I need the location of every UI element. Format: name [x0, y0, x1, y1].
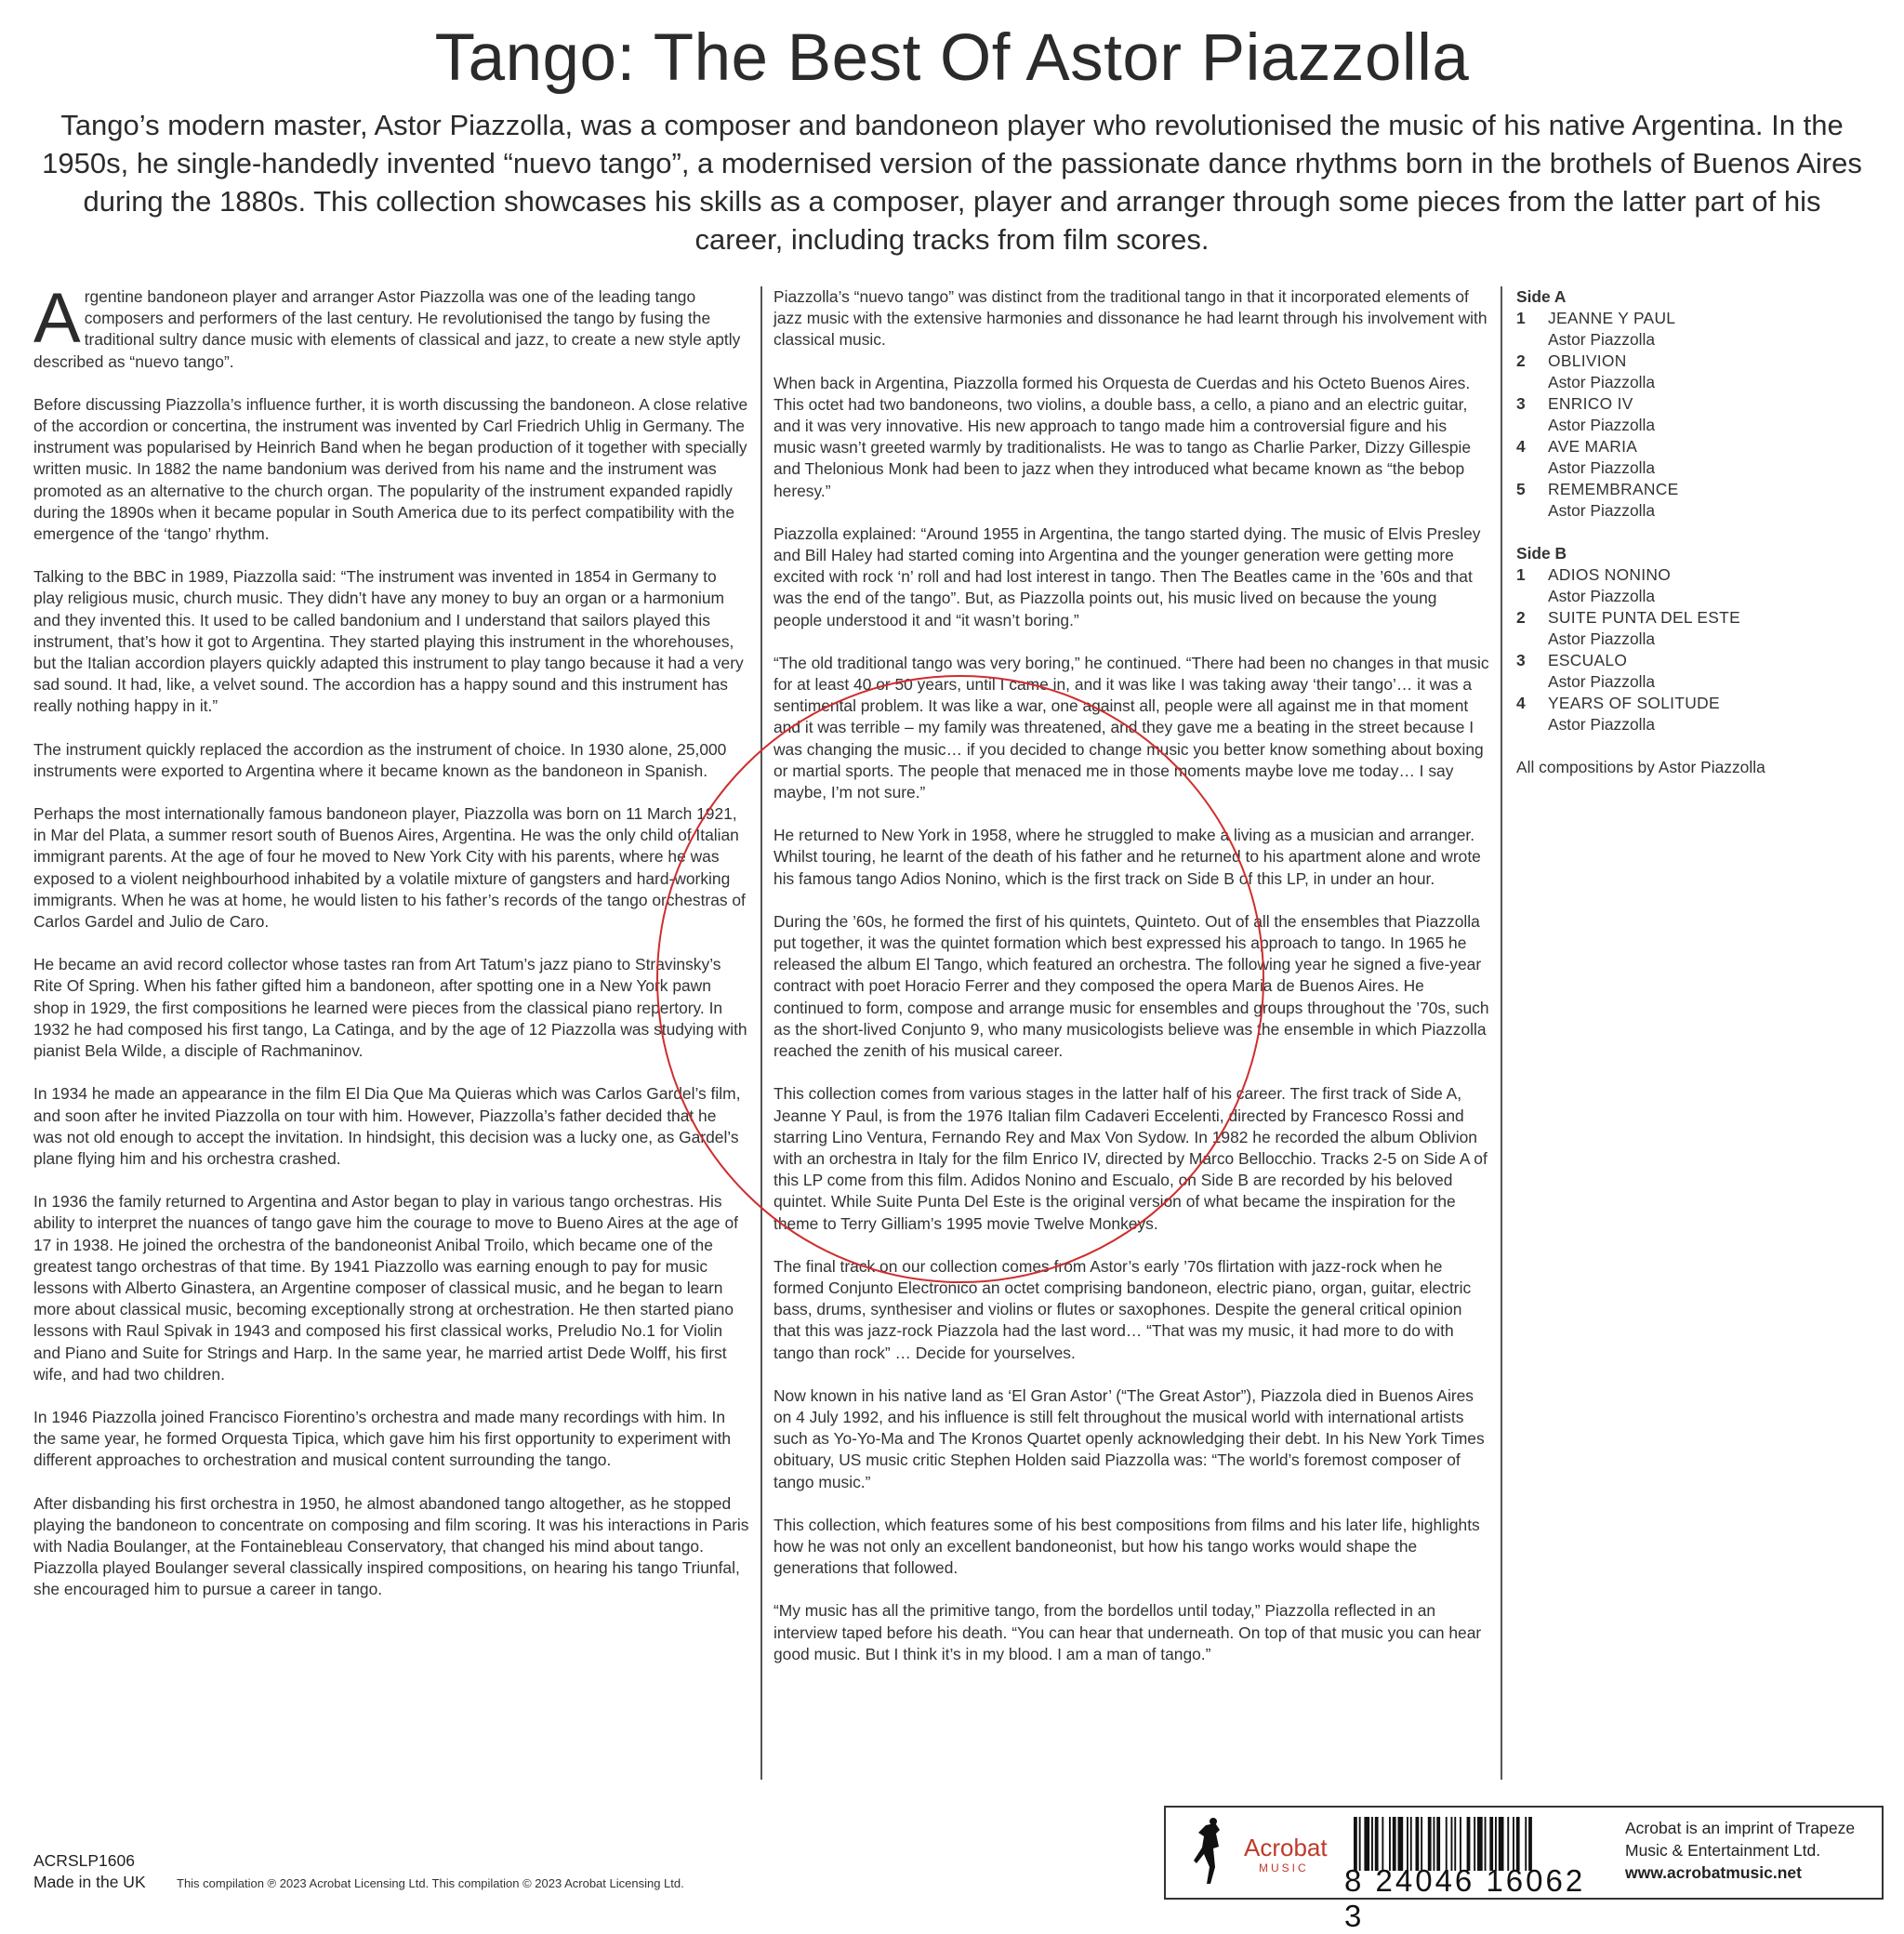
intro-paragraph: Tango’s modern master, Astor Piazzolla, was a composer and bandoneon player who revolutionised the music of his native Argentina. In the 1950s, he single-handedly invented “nuevo tango”, a modernised version of the passionate dance rhythms born in the brothels of Buenos Aires during the 1880s. This collection showcases his skills as a composer, player and arranger through some pieces from the latter part of his career, including tracks from film scores. [42, 109, 1862, 256]
paragraph: Piazzolla explained: “Around 1955 in Argentina, the tango started dying. The music of Elvis Presley and Bill Haley had started coming into Argentina and the younger generation were getting more excited with rock ‘n’ roll and had lost interest in tango. Then The Beatles came in the ’60s and that was the end of the tango”. But, as Piazzolla points out, his music lived on because the young people understood it and “it wasn’t boring.” [774, 523, 1481, 629]
track-composer: Astor Piazzolla [1548, 587, 1656, 605]
made-in: Made in the UK [33, 1873, 146, 1891]
track-composer: Astor Piazzolla [1548, 373, 1656, 391]
tracklist [1516, 286, 1870, 794]
catalog-info [33, 1850, 146, 1893]
paragraph: During the ’60s, he formed the first of his quintets, Quinteto. Out of all the ensembles that Piazzolla put together, it was the quintet formation which best expressed his approach to tango. In 1965 he released the album El Tango, which featured an orchestra. The following year he signed a five-year contract with poet Horacio Ferrer and they composed the opera Maria de Buenos Aires. He continued to form, compose and arrange music for ensembles and groups throughout the ’70s, such as the short-lived Conjunto 9, who many musicologists believe was the ensemble in which Piazzolla reached the zenith of his musical career. [774, 911, 1489, 1061]
website-link[interactable]: www.acrobatmusic.net [1625, 1863, 1802, 1882]
column-divider [1501, 286, 1502, 1780]
track-item [1516, 436, 1870, 479]
paragraph: “The old traditional tango was very boring,” he continued. “There had been no changes in that music for at least 40 or 50 years, until I came in, and it was like I was taking away ‘their tango’… it was a sentimental problem. It was like a war, one against all, people were all against me in that moment and it was terrible – my family was threatened, and they gave me a beating in the street because I was changing the music… if you decided to change music you better know something about boxing or martial sports. The people that menaced me in those moments maybe love me today… I say maybe, I’m not sure.” [774, 653, 1489, 802]
catalog-number: ACRSLP1606 [33, 1851, 135, 1870]
imprint-text: Acrobat is an imprint of Trapeze Music & Entertainment Ltd. [1625, 1819, 1856, 1860]
track-item [1516, 308, 1870, 351]
paragraph: Argentine bandoneon player and arranger Astor Piazzolla was one of the leading tango composers and performers of the last century. He revolutionised the tango by fusing the traditional sultry dance music with elements of classical and jazz, to create a new style aptly described as “nuevo tango”. [33, 279, 741, 371]
liner-notes-column-2 [774, 286, 1489, 1687]
track-title: ADIOS NONINO [1548, 565, 1672, 584]
track-number: 1 [1516, 309, 1526, 327]
track-title: ESCUALO [1548, 651, 1628, 669]
track-composer: Astor Piazzolla [1548, 629, 1656, 648]
track-number: 4 [1516, 437, 1526, 456]
track-number: 3 [1516, 651, 1526, 669]
paragraph: The final track on our collection comes from Astor’s early ’70s flirtation with jazz-rock when he formed Conjunto Electronico an octet comprising bandoneon, electric piano, organ, guitar, electric bass, drums, synthesiser and violins or flutes or saxophones. Despite the general critical opinion that this was jazz-rock Piazzola had the last word… “That was my music, it had more to do with tango than rock” … Decide for yourselves. [774, 1256, 1472, 1362]
track-number: 3 [1516, 394, 1526, 413]
track-title: REMEMBRANCE [1548, 480, 1679, 498]
paragraph: This collection comes from various stages in the latter half of his career. The first track of Side A, Jeanne Y Paul, is from the 1976 Italian film Cadaveri Eccelenti, directed by Francesco Rossi and starring Lino Ventura, Fernando Rey and Max Von Sydow. In 1982 he recorded the album Oblivion with an orchestra in Italy for the film Enrico IV, directed by Marco Bellocchio. Tracks 2-5 on Side A of this LP come from this film. Adidos Nonino and Escualo, on Side B are recorded by his beloved quintet. While Suite Punta Del Este is the original version of what became the inspiration for the theme to Terry Gilliam’s 1995 movie Twelve Monkeys. [774, 1084, 1488, 1233]
paragraph: He became an avid record collector whose tastes ran from Art Tatum’s jazz piano to Stravinsky’s Rite Of Spring. When his father gifted him a bandoneon, after spotting one in a New York pawn shop in 1929, the first compositions he learned were pieces from the classical piano repertory. In 1932 he had composed his first tango, La Catinga, and by the age of 12 Piazzolla was studying with pianist Bela Wilde, a disciple of Rachmaninov. [33, 955, 747, 1061]
logo-subtitle: MUSIC [1259, 1861, 1309, 1874]
drop-cap: A [33, 279, 81, 358]
paragraph: Piazzolla’s “nuevo tango” was distinct from the traditional tango in that it incorporated elements of jazz music with the extensive harmonies and dissonance he had learnt through his involvement with classical music. [774, 287, 1488, 350]
track-item [1516, 607, 1870, 650]
imprint-info [1625, 1817, 1874, 1884]
page-title: Tango: The Best Of Astor Piazzolla [434, 21, 1470, 95]
track-item [1516, 479, 1870, 522]
paragraph: When back in Argentina, Piazzolla formed his Orquesta de Cuerdas and his Octeto Buenos Aires. This octet had two bandoneons, two violins, a double bass, a cello, a piano and an electric guitar, and it was very innovative. His new approach to tango made him a controversial figure and his music wasn’t greeted warmly by traditionalists. He was to tango as Charlie Parker, Dizzy Gillespie and Thelonious Monk had been to jazz when they introduced what became known as “the bebop heresy.” [774, 373, 1472, 500]
track-number: 2 [1516, 351, 1526, 370]
paragraph: Before discussing Piazzolla’s influence further, it is worth discussing the bandoneon. A close relative of the accordion or concertina, the instrument was invented by Carl Friedrich Uhlig in Germany. The instrument was popularised by Heinrich Band when he began production of it together with specially written music. In 1882 the name bandonium was derived from his name and the instrument was promoted as an alternative to the church organ. The popularity of the instrument expanded rapidly during the 1890s when it became popular in South America due to its perfect compatibility with the emergence of the ‘tango’ rhythm. [33, 394, 748, 544]
track-title: YEARS OF SOLITUDE [1548, 694, 1720, 712]
track-composer: Astor Piazzolla [1548, 672, 1656, 691]
label-info-box [1164, 1806, 1884, 1933]
side-a-title: Side A [1516, 287, 1567, 306]
track-title: SUITE PUNTA DEL ESTE [1548, 608, 1741, 627]
liner-notes-column-1 [33, 279, 749, 1623]
track-composer: Astor Piazzolla [1548, 416, 1656, 434]
side-a [1516, 286, 1870, 522]
track-composer: Astor Piazzolla [1548, 715, 1656, 734]
paragraph: Perhaps the most internationally famous bandoneon player, Piazzolla was born on 11 March 1921, in Mar del Plata, a summer resort south of Buenos Aires, Argentina. He was the only child of Italian immigrant parents. At the age of four he moved to New York City with his parents, where he was exposed to a violent neighbourhood inhabited by a volatile mixture of gangsters and hard-working immigrants. When he was at home, he would listen to his father’s records of the tango orchestras of Carlos Gardel and Julio de Caro. [33, 804, 746, 932]
side-b-title: Side B [1516, 544, 1567, 563]
logo-wordmark: Acrobat [1244, 1834, 1328, 1861]
paragraph: “My music has all the primitive tango, from the bordellos until today,” Piazzolla reflected in an interview taped before his death. “You can hear that underneath. On top of that music you can hear good music. But I think it’s in my blood. I am a man of tango.” [774, 1601, 1482, 1663]
track-item [1516, 351, 1870, 393]
copyright-notice: This compilation ℗ 2023 Acrobat Licensing Ltd. This compilation © 2023 Acrobat Licensing Ltd. [177, 1876, 684, 1890]
paragraph: This collection, which features some of his best compositions from films and his later life, highlights how he was not only an excellent bandoneonist, but how his tango works would shape the generations that followed. [774, 1515, 1480, 1578]
dancer-icon [1190, 1817, 1246, 1889]
paragraph: The instrument quickly replaced the accordion as the instrument of choice. In 1930 alone, 25,000 instruments were exported to Argentina where it became known as the bandoneon in Spanish. [33, 739, 727, 780]
track-number: 4 [1516, 694, 1526, 712]
track-item [1516, 564, 1870, 607]
track-composer: Astor Piazzolla [1548, 330, 1656, 349]
paragraph: Now known in his native land as ‘El Gran Astor’ (“The Great Astor”), Piazzola died in Buenos Aires on 4 July 1992, and his influence is still felt throughout the musical world with international artists such as Yo-Yo-Ma and The Kronos Quartet openly acknowledging their debt. In his New York Times obituary, US music critic Stephen Holden said Piazzolla was: “The world’s foremost composer of tango music.” [774, 1385, 1485, 1491]
paragraph: After disbanding his first orchestra in 1950, he almost abandoned tango altogether, as he stopped playing the bandoneon to concentrate on composing and film scoring. It was his interactions in Paris with Nadia Boulanger, at the Fontainebleau Conservatory, that changed his mind about tango. Piazzolla played Boulanger several classically inspired compositions, on hearing his tango Triunfal, she encouraged him to pursue a career in tango. [33, 1493, 749, 1599]
track-composer: Astor Piazzolla [1548, 458, 1656, 477]
paragraph: In 1946 Piazzolla joined Francisco Fiorentino’s orchestra and made many recordings with him. In the same year, he formed Orquesta Tipica, which gave him his first opportunity to experiment with different approaches to orchestration and musical content surrounding the tango. [33, 1407, 732, 1470]
track-item [1516, 650, 1870, 693]
paragraph: He returned to New York in 1958, where he struggled to make a living as a musician and arranger. Whilst touring, he learnt of the death of his father and he returned to his apartment alone and wrote his famous tango Adios Nonino, which is the first track on Side B of this LP, in under an hour. [774, 826, 1481, 888]
track-item [1516, 693, 1870, 735]
composition-credit: All compositions by Astor Piazzolla [1516, 758, 1765, 776]
track-item [1516, 393, 1870, 436]
track-title: JEANNE Y PAUL [1548, 309, 1676, 327]
track-title: ENRICO IV [1548, 394, 1633, 413]
paragraph: In 1936 the family returned to Argentina and Astor began to play in various tango orchestras. His ability to interpret the nuances of tango gave him the courage to move to Bueno Aires at the age of 17 in 1938. He joined the orchestra of the bandoneonist Anibal Troilo, which became one of the greatest tango orchestras of that time. By 1941 Piazzollo was earning enough to pay for music lessons with Alberto Ginastera, an Argentine composer of classical music, and he began to learn more about classical music, becoming exceptionally strong at orchestration. He then started piano lessons with Raul Spivak in 1943 and composed his first classical works, Preludio No.1 for Violin and Piano and Suite for Strings and Harp. In the same year, he married artist Dede Wolff, his first wife, and had two children. [33, 1192, 738, 1384]
track-title: AVE MARIA [1548, 437, 1638, 456]
barcode-number: 8 24046 16062 3 [1344, 1863, 1586, 1933]
side-b [1516, 543, 1870, 735]
track-number: 5 [1516, 480, 1526, 498]
paragraph: In 1934 he made an appearance in the film El Dia Que Ma Quieras which was Carlos Gardel’s film, and soon after he invited Piazzolla on tour with him. However, Piazzolla’s father decided that he was not old enough to accept the invitation. In hindsight, this decision was a lucky one, as Gardel’s plane flying him and his orchestra crashed. [33, 1084, 741, 1168]
track-number: 2 [1516, 608, 1526, 627]
acrobat-logo [1190, 1817, 1329, 1889]
column-divider [760, 286, 762, 1780]
track-number: 1 [1516, 565, 1526, 584]
track-composer: Astor Piazzolla [1548, 501, 1656, 520]
track-title: OBLIVION [1548, 351, 1627, 370]
paragraph: Talking to the BBC in 1989, Piazzolla said: “The instrument was invented in 1854 in Germany to play religious music, church music. They didn’t have any money to buy an organ or a harmonium and they invented this. It used to be called bandonium and I understand that sailors played this instrument, that’s how it got to Argentina. They started playing this instrument in the whorehouses, but the Italian accordion players quickly adapted this instrument to play tango because it had a very sad sound. It had, like, a velvet sound. The accordion has a happy sound and this instrument has really nothing happy in it.” [33, 567, 744, 716]
